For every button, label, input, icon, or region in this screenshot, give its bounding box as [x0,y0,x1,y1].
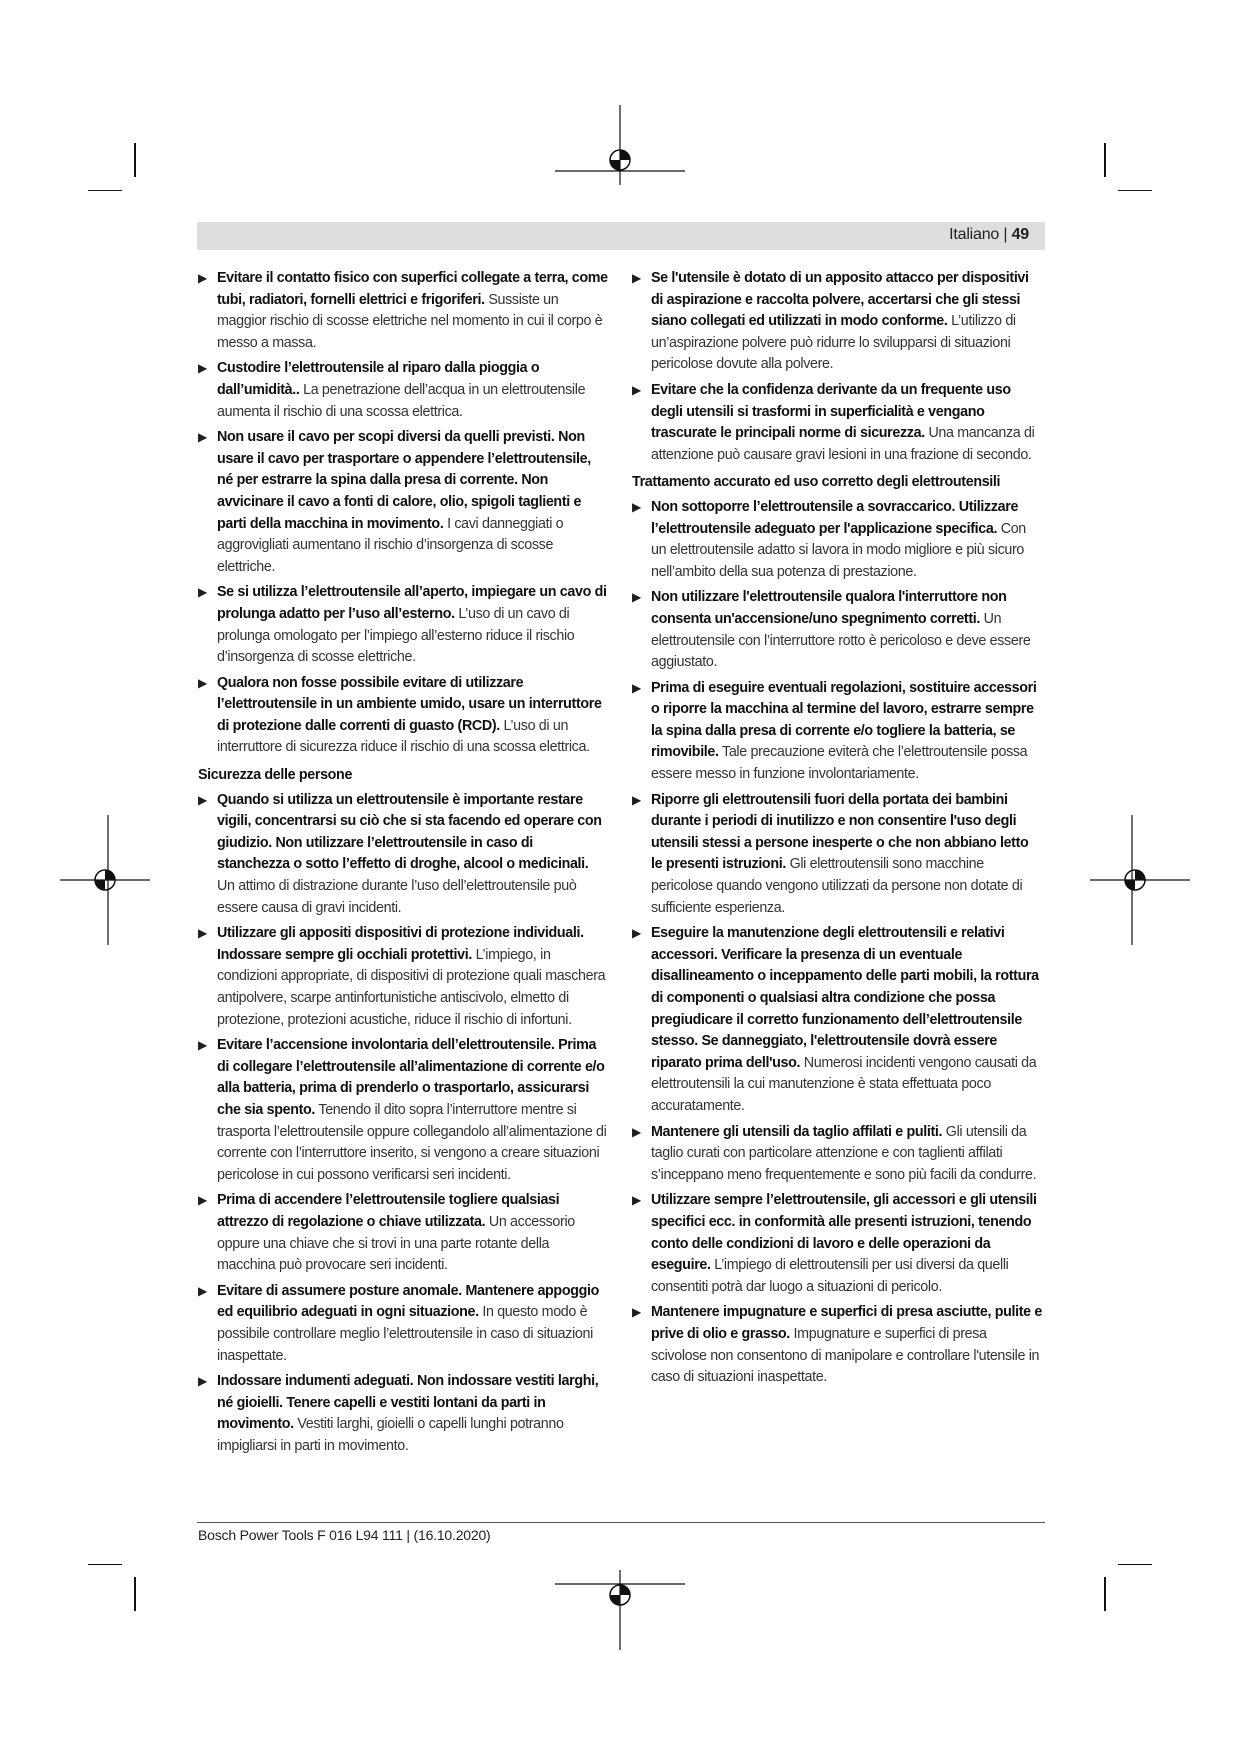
right-items-bottom [632,497,1042,1389]
item-text: Numerosi incidenti vengono causati da elettroutensili la cui manutenzione è stata effettuata poco accuratamente. [651,1054,1037,1114]
right-items-top [632,268,1042,466]
bullet-arrow-icon: ▶ [198,1283,207,1298]
item-text: Vestiti larghi, gioielli o capelli lunghi potranno impigliarsi in parti in movimento. [217,1416,564,1454]
list-item [198,673,608,759]
bullet-arrow-icon: ▶ [198,1374,207,1389]
registration-mark-top [555,105,685,185]
item-text: Tale precauzione eviterà che l’elettroutensile possa essere messo in funzione involontariamente. [651,744,1028,783]
item-text: La penetrazione dell’acqua in un elettroutensile aumenta il rischio di una scossa elettrica. [217,381,586,420]
bullet-arrow-icon: ▶ [198,1038,207,1053]
bullet-arrow-icon: ▶ [198,271,207,285]
footer-rule [197,1522,1045,1523]
header-text [949,226,1029,244]
item-bold: Mantenere impugnature e superfici di presa asciutte, pulite e prive di olio e grasso. [651,1304,1042,1342]
item-text: Con un elettroutensile adatto si lavora in modo migliore e più sicuro nell’ambito della sua potenza di prestazione. [651,520,1026,580]
bullet-arrow-icon: ▶ [198,926,207,941]
bullet-arrow-icon: ▶ [632,1305,641,1320]
item-bold: Se si utilizza l’elettroutensile all’aperto, impiegare un cavo di prolunga adatto per l’uso all’esterno. [217,584,607,622]
bullet-arrow-icon: ▶ [632,680,641,695]
item-bold: Quando si utilizza un elettroutensile è importante restare vigili, concentrarsi su ciò che si sta facendo ed operare con giudizio. Non utilizzare l’elettroutensile in caso di stanchezza o sotto l’effetto di droghe, alcool o medicinali. [217,791,602,873]
item-text: L’uso di un cavo di prolunga omologato per l’impiego all’esterno riduce il rischio d’insorgenza di scosse elettriche. [217,605,575,666]
list-item [198,582,608,668]
list-item [198,1035,608,1186]
item-bold: Se l'utensile è dotato di un apposito attacco per dispositivi di aspirazione e raccolta polvere, accertarsi che gli stessi siano collegati ed utilizzati in modo conforme. [651,270,1029,330]
list-item [632,1122,1042,1187]
list-item [632,678,1042,786]
page-number: 49 [1011,226,1029,243]
right-column [632,268,1042,1393]
header-separator: | [1003,226,1008,243]
list-item [198,1281,608,1367]
list-item [632,380,1042,466]
item-text: L’impiego di elettroutensili per usi diversi da quelli consentiti potrà dar luogo a situazioni di pericolo. [651,1257,1009,1295]
bullet-arrow-icon: ▶ [198,675,207,690]
bullet-arrow-icon: ▶ [198,1193,207,1208]
left-column [198,268,608,1461]
header-language: Italiano [949,226,1000,243]
footer-text: Bosch Power Tools F 016 L94 111 | (16.10.2020) [198,1527,491,1543]
item-bold: Custodire l’elettroutensile al riparo dalla pioggia o dall’umidità.. [217,360,540,398]
list-item [632,587,1042,673]
registration-mark-left [60,815,150,945]
item-bold: Evitare l’accensione involontaria dell’elettroutensile. Prima di collegare l’elettroutensile all’alimentazione di corrente e/o alla batteria, prima di prenderlo o trasportarlo, assicurarsi che sia spento. [217,1037,605,1118]
item-bold: Utilizzare sempre l’elettroutensile, gli accessori e gli utensili specifici ecc. in conformità alle presenti istruzioni, tenendo conto delle condizioni di lavoro e delle operazioni da eseguire. [651,1192,1037,1274]
bullet-arrow-icon: ▶ [632,1193,641,1208]
bullet-arrow-icon: ▶ [632,590,641,605]
list-item [632,1190,1042,1298]
bullet-arrow-icon: ▶ [198,792,207,807]
item-bold: Evitare che la confidenza derivante da un frequente uso degli utensili si trasformi in superficialità e vengano trascurate le principali norme di sicurezza. [651,381,1011,442]
item-bold: Qualora non fosse possibile evitare di utilizzare l’elettroutensile in un ambiente umido, usare un interruttore di protezione dalle correnti di guasto (RCD). [217,674,602,734]
list-item [198,923,608,1031]
item-bold: Mantenere gli utensili da taglio affilati e puliti. [651,1123,943,1140]
item-bold: Prima di accendere l’elettroutensile togliere qualsiasi attrezzo di regolazione o chiave utilizzata. [217,1192,560,1230]
item-bold: Utilizzare gli appositi dispositivi di protezione individuali. Indossare sempre gli occhiali protettivi. [217,925,584,963]
list-item [632,497,1042,583]
item-bold: Prima di eseguire eventuali regolazioni, sostituire accessori o riporre la macchina al termine del lavoro, estrarre sempre la spina dalla presa di corrente e/o togliere la batteria, se rimovibile. [651,679,1037,761]
bullet-arrow-icon: ▶ [632,499,641,514]
item-bold: Evitare il contatto fisico con superfici collegate a terra, come tubi, radiatori, fornelli elettrici e frigoriferi. [217,270,608,308]
item-text: Gli utensili da taglio curati con particolare attenzione e con taglienti affilati s’inceppano meno frequentemente e sono più facili da condurre. [651,1123,1037,1183]
bullet-arrow-icon: ▶ [632,382,641,397]
crop-mark-top-left-horizontal [88,190,122,191]
crop-mark-top-right-horizontal [1118,190,1152,191]
crop-mark-top-right-vertical [1104,143,1106,177]
left-items-bottom [198,790,608,1458]
list-item [632,923,1042,1117]
crop-mark-top-left-vertical [134,143,136,177]
item-bold: Non utilizzare l'elettroutensile qualora l'interruttore non consenta un'accensione/uno spegnimento corretti. [651,589,1007,627]
crop-mark-bottom-left-horizontal [88,1564,122,1565]
item-bold: Indossare indumenti adeguati. Non indossare vestiti larghi, né gioielli. Tenere capelli e vestiti lontani da parti in movimento. [217,1373,599,1433]
list-item [198,427,608,578]
item-bold: Non sottoporre l’elettroutensile a sovraccarico. Utilizzare l’elettroutensile adeguato per l'applicazione specifica. [651,498,1019,537]
item-text: L’uso di un interruttore di sicurezza riduce il rischio di una scossa elettrica. [217,717,590,756]
list-item [198,1190,608,1276]
list-item [198,358,608,423]
crop-mark-bottom-left-vertical [134,1577,136,1611]
bullet-arrow-icon: ▶ [198,361,207,376]
item-bold: Eseguire la manutenzione degli elettroutensili e relativi accessori. Verificare la presenza di un eventuale disallineamento o inceppamento delle parti mobili, la rottura di componenti o qualsiasi altra condizione che possa pregiudicare il corretto funzionamento dell’elettroutensile stesso. Se danneggiato, l'elettroutensile dovrà essere riparato prima dell'uso. [651,925,1039,1071]
bullet-arrow-icon: ▶ [198,430,207,445]
item-text: L’impiego, in condizioni appropriate, di dispositivi di protezione quali maschera antipolvere, scarpe antinfortunistiche antiscivolo, elmetto di protezione, protezioni acustiche, riduce il rischio di infortuni. [217,946,606,1028]
item-text: Sussiste un maggior rischio di scosse elettriche nel momento in cui il corpo è messo a massa. [217,291,603,351]
item-text: Un elettroutensile con l’interruttore rotto è pericoloso e deve essere aggiustato. [651,610,1031,671]
list-item [632,790,1042,920]
list-item [198,790,608,920]
item-text: In questo modo è possibile controllare meglio l’elettroutensile in caso di situazioni inaspettate. [217,1304,593,1364]
bullet-arrow-icon: ▶ [632,271,641,285]
item-bold: Non usare il cavo per scopi diversi da quelli previsti. Non usare il cavo per trasportare o appendere l’elettroutensile, né per estrarre la spina dalla presa di corrente. Non avvicinare il cavo a fonti di calore, olio, spigoli taglienti e parti della macchina in movimento. [217,429,591,532]
bullet-arrow-icon: ▶ [198,585,207,600]
left-items-top [198,268,608,759]
bullet-arrow-icon: ▶ [632,926,641,941]
item-text: Un attimo di distrazione durante l’uso dell’elettroutensile può essere causa di gravi incidenti. [217,878,577,916]
list-item [632,268,1042,376]
item-bold: Riporre gli elettroutensili fuori della portata dei bambini durante i periodi di inutilizzo e non consentire l'uso degli utensili stessi a persone inesperte o che non abbiano letto le presenti istruzioni. [651,791,1029,873]
item-text: Impugnature e superfici di presa scivolose non consentono di manipolare e controllare l'utensile in caso di situazioni inaspettate. [651,1325,1040,1386]
page-header [197,222,1045,250]
registration-mark-right [1090,815,1190,945]
item-bold: Evitare di assumere posture anomale. Mantenere appoggio ed equilibrio adeguati in ogni situazione. [217,1282,599,1321]
bullet-arrow-icon: ▶ [632,792,641,807]
item-text: I cavi danneggiati o aggrovigliati aumentano il rischio d’insorgenza di scosse elettriche. [217,515,564,575]
section-heading: Sicurezza delle persone [198,767,353,784]
crop-mark-bottom-right-horizontal [1118,1564,1152,1565]
item-text: Una mancanza di attenzione può causare gravi lesioni in una frazione di secondo. [651,425,1035,463]
section-heading: Trattamento accurato ed uso corretto degli elettroutensili [632,474,1001,491]
list-item [632,1302,1042,1388]
item-text: L’utilizzo di un’aspirazione polvere può ridurre lo svilupparsi di situazioni pericolose dovute alla polvere. [651,313,1016,373]
bullet-arrow-icon: ▶ [632,1124,641,1139]
item-text: Un accessorio oppure una chiave che si trovi in una parte rotante della macchina può provocare seri incidenti. [217,1213,575,1274]
list-item [198,268,608,354]
list-item [198,1371,608,1457]
item-text: Gli elettroutensili sono macchine pericolose quando vengono utilizzati da persone non dotate di sufficiente esperienza. [651,856,1023,916]
registration-mark-bottom [555,1570,685,1650]
item-text: Tenendo il dito sopra l’interruttore mentre si trasporta l’elettroutensile oppure collegandolo all’alimentazione di corrente con l’interruttore inserito, si vengono a creare situazioni pericolose in cui possono verificarsi seri incidenti. [217,1101,607,1183]
crop-mark-bottom-right-vertical [1104,1577,1106,1611]
